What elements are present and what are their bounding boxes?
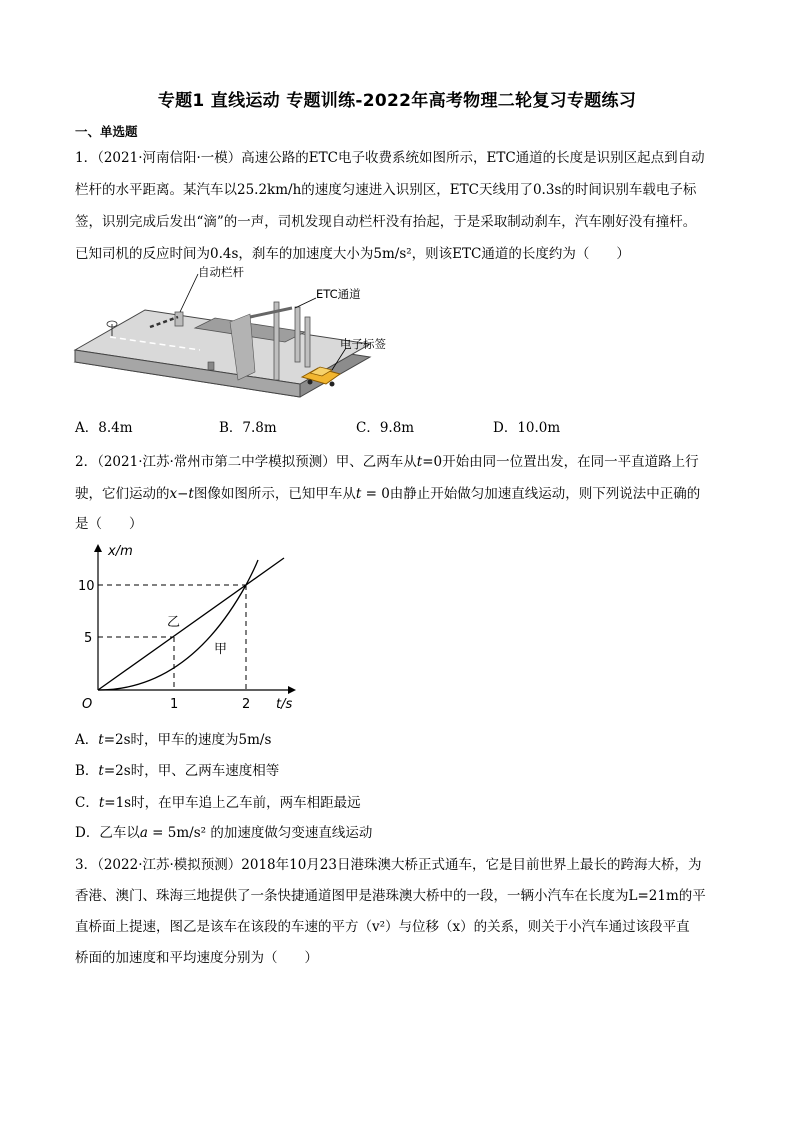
t-axis-arrow <box>288 686 296 694</box>
section-heading: 一、单选题 <box>75 124 138 139</box>
q3-line-3: 直桥面上提速，图乙是该车在该段的车速的平方（v²）与位移（x）的关系，则关于小汽车通过该段平直 <box>75 919 690 935</box>
q2-option-d[interactable]: D．乙车以a = 5m/s² 的加速度做匀变速直线运动 <box>75 825 373 841</box>
q1-option-b[interactable]: B．7.8m <box>219 420 277 436</box>
x-axis-arrow <box>94 544 102 552</box>
ytick-10: 10 <box>78 579 95 594</box>
x-axis-label: t/s <box>276 697 293 712</box>
label-tag: 电子标签 <box>340 337 386 351</box>
q1-line-2: 栏杆的水平距离。某汽车以25.2km/h的速度匀速进入识别区，ETC天线用了0.3s的时间识别车载电子标 <box>75 182 697 198</box>
xtick-1: 1 <box>170 697 179 712</box>
origin-label: O <box>82 697 93 712</box>
ytick-5: 5 <box>84 631 93 646</box>
q2-line-2: 驶，它们运动的x−t图像如图所示，已知甲车从t = 0由静止开始做匀加速直线运动，则下列说法中正确的 <box>75 486 701 502</box>
q1-line-3: 签，识别完成后发出“滴”的一声，司机发现自动栏杆没有抬起，于是采取制动刹车，汽车刚好没有撞杆。 <box>75 214 697 230</box>
etc-figure <box>70 262 386 402</box>
q3-line-1: 3．（2022·江苏·模拟预测）2018年10月23日港珠澳大桥正式通车，它是目前世界上最长的跨海大桥，为 <box>75 857 702 873</box>
q1-option-a[interactable]: A．8.4m <box>75 420 133 436</box>
label-yi: 乙 <box>167 615 181 630</box>
xt-graph <box>78 540 308 715</box>
label-etc: ETC通道 <box>316 287 361 301</box>
q1-line-1: 1．（2021·河南信阳·一模）高速公路的ETC电子收费系统如图所示，ETC通道的长度是识别区起点到自动 <box>75 150 705 166</box>
q3-line-4: 桥面的加速度和平均速度分别为（ ） <box>75 950 318 966</box>
q2-option-a[interactable]: A．t=2s时，甲车的速度为5m/s <box>75 732 272 748</box>
q2-option-b[interactable]: B．t=2s时，甲、乙两车速度相等 <box>75 763 280 779</box>
y-axis-label: x/m <box>108 544 133 559</box>
q2-line-3: 是（ ） <box>75 516 143 532</box>
label-jia: 甲 <box>214 642 228 657</box>
q3-line-2: 香港、澳门、珠海三地提供了一条快捷通道图甲是港珠澳大桥中的一段，一辆小汽车在长度为L=21m的平 <box>75 888 706 904</box>
xtick-2: 2 <box>242 697 251 712</box>
q2-line-1: 2．（2021·江苏·常州市第二中学模拟预测）甲、乙两车从t=0开始由同一位置出发，在同一平直道路上行 <box>75 454 699 470</box>
q1-option-c[interactable]: C．9.8m <box>356 420 415 436</box>
line-yi <box>98 558 284 690</box>
page-title: 专题1 直线运动 专题训练-2022年高考物理二轮复习专题练习 <box>157 91 637 111</box>
q2-option-c[interactable]: C．t=1s时，在甲车追上乙车前，两车相距最远 <box>75 795 361 811</box>
q1-option-d[interactable]: D．10.0m <box>493 420 561 436</box>
label-gate: 自动栏杆 <box>198 265 244 279</box>
q1-line-4: 已知司机的反应时间为0.4s，刹车的加速度大小为5m/s²，则该ETC通道的长度约为（ ） <box>75 246 630 262</box>
